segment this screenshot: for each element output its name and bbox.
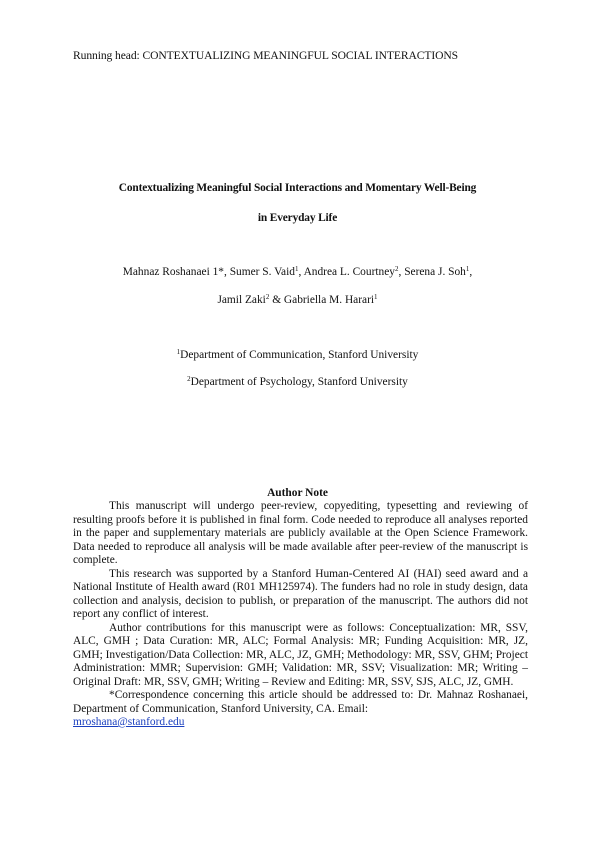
- author-affiliation-sup: 1: [374, 293, 378, 301]
- title-line-1: Contextualizing Meaningful Social Interactions and Momentary Well-Being: [118, 182, 477, 194]
- author-note-body: [73, 500, 528, 730]
- author-name: Sumer S. Vaid: [229, 266, 295, 278]
- affiliation-sup: 2: [187, 375, 191, 383]
- correspondence-email-link[interactable]: mroshana@stanford.edu: [73, 716, 185, 728]
- running-head: Running head: CONTEXTUALIZING MEANINGFUL SOCIAL INTERACTIONS: [73, 49, 459, 62]
- author-note-paragraph: Author contributions for this manuscript were as follows: Conceptualization: MR, SSV, ALC, GMH ; Data Curation: MR, ALC; Formal Analysis: MR; Funding Acquisition: MR, JZ, GMH; Investigation/Data Collection: MR, ALC, JZ, GMH; Methodology: MR, SSV, GHM; Project Administration: MMR; Supervision: GMH; Validation: MR, SSV; Visualization: MR; Writing – Original Draft: MR, SSV, GMH; Writing – Review and Editing: MR, SSV, SJS, ALC, JZ, GMH.: [73, 621, 528, 688]
- affiliation-sup: 1: [176, 348, 181, 356]
- author-affiliation-sup: 1: [294, 265, 299, 273]
- author-affiliation-sup: 1: [465, 265, 470, 273]
- affiliation-text: Department of Communication, Stanford University: [180, 349, 419, 361]
- author-note-paragraph: *Correspondence concerning this article should be addressed to: Dr. Mahnaz Roshanaei, Department of Communication, Stanford University, CA. Email:: [73, 689, 528, 715]
- author-note-heading: Author Note: [267, 487, 328, 499]
- author-note-paragraph: This manuscript will undergo peer-review, copyediting, typesetting and reviewing of resulting proofs before it is published in final form. Code needed to reproduce all analyses reported in the paper and supplementary materials are publicly available at the Open Science Framework. Data needed to reproduce all analysis will be made available after peer-review of the manuscript is complete.: [73, 500, 528, 566]
- author-name: Serena J. Soh: [404, 266, 466, 278]
- author-affiliation-sup: 2: [265, 293, 270, 301]
- author-list-line-1: Mahnaz Roshanaei 1*, Sumer S. Vaid$^1$, Andrea L. Courtney$^2$, Serena J. Soh$^1$,: [122, 265, 473, 278]
- affiliation-text: Department of Psychology, Stanford University: [190, 376, 408, 388]
- author-name: Jamil Zaki: [217, 294, 266, 306]
- author-list-line-2: Jamil Zaki$^2$ & Gabriella M. Harari$^1$: [217, 293, 378, 306]
- affiliation-2: [0, 376, 595, 388]
- author-name: Mahnaz Roshanaei 1*: [122, 266, 224, 278]
- title-line-2: in Everyday Life: [257, 212, 338, 224]
- author-affiliation-sup: 2: [394, 265, 399, 273]
- author-note-paragraph: This research was supported by a Stanford Human-Centered AI (HAI) seed award and a National Institute of Health award (R01 MH125974). The funders had no role in study design, data collection and analysis, decision to publish, or preparation of the manuscript. The authors did not report any conflict of interest.: [73, 567, 528, 620]
- author-name: Andrea L. Courtney: [303, 266, 395, 278]
- author-name: Gabriella M. Harari: [283, 294, 375, 306]
- affiliation-1: [0, 349, 595, 361]
